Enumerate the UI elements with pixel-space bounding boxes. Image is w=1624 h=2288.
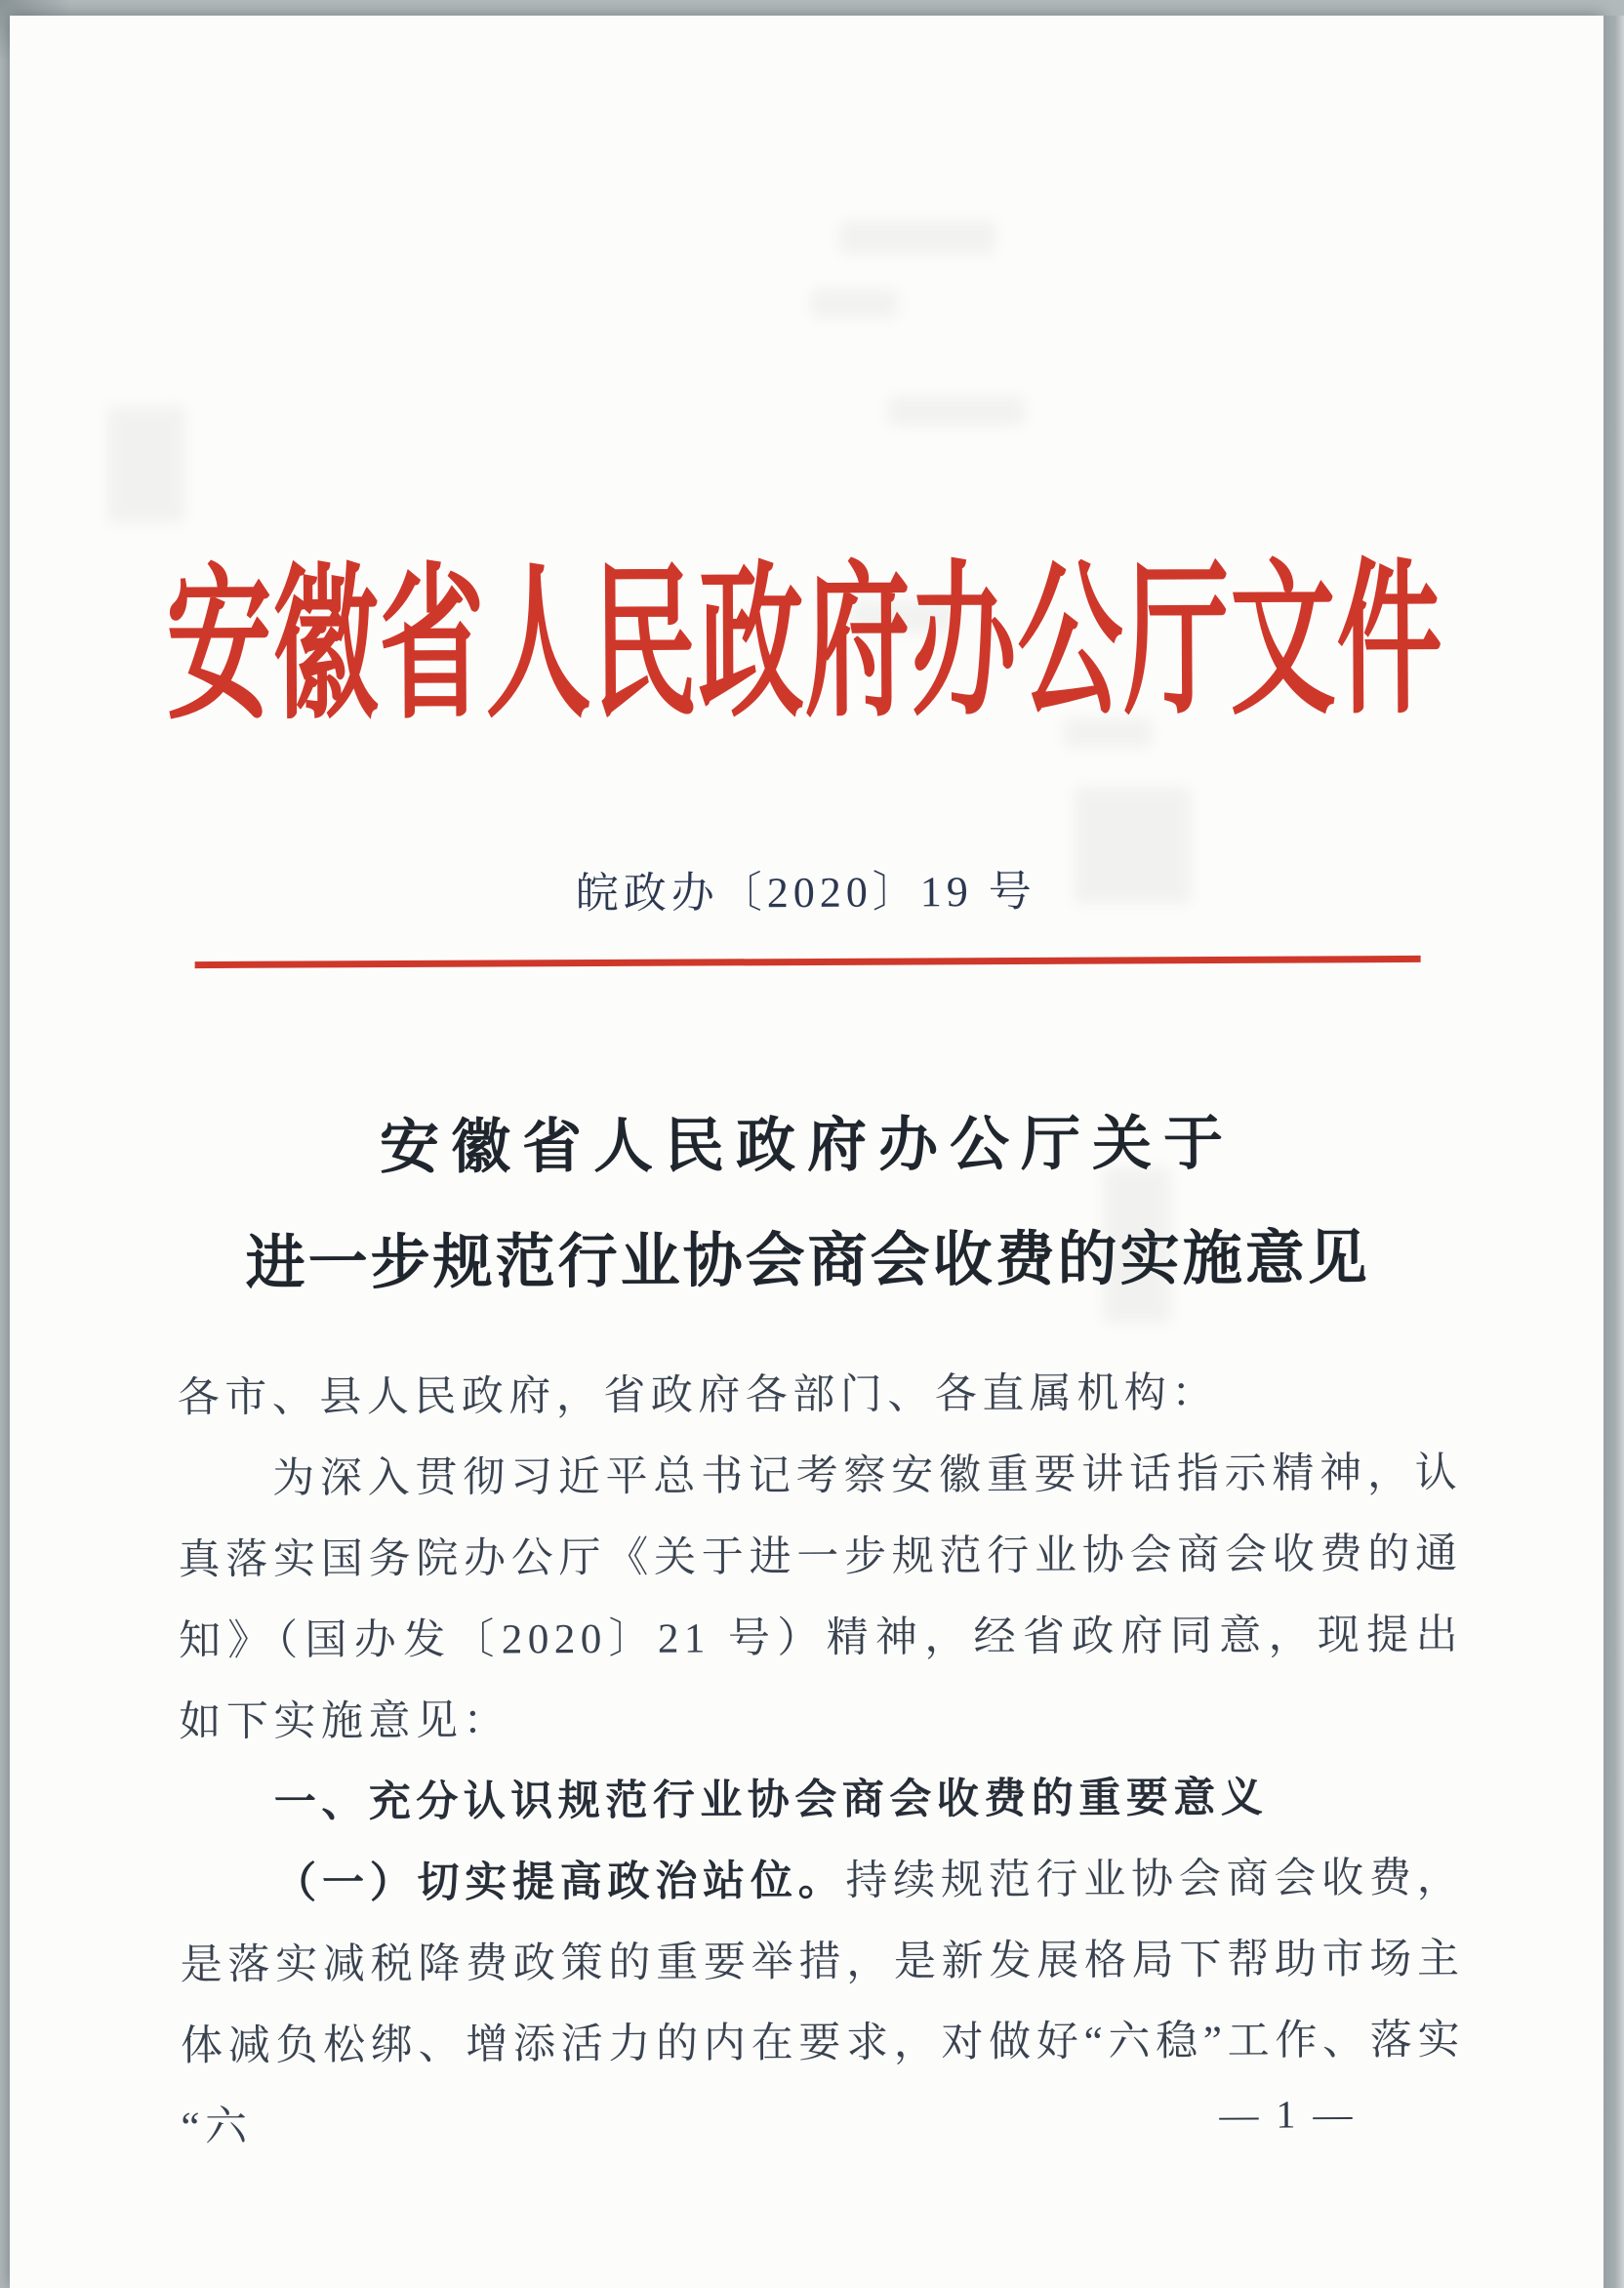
letterhead-title: 安徽省人民政府办公厅文件	[166, 551, 1443, 741]
letterhead	[7, 527, 1602, 765]
body-text-bold-segment: 一、充分认识规范行业协会商会收费的重要意义	[273, 1774, 1269, 1826]
page-number: — 1 —	[1219, 2092, 1357, 2137]
document-number: 皖政办〔2020〕19 号	[575, 867, 1036, 919]
letterhead-divider-rule	[195, 956, 1421, 968]
body-text-segment: 各市、县人民政府，省政府各部门、各直属机构：	[177, 1369, 1219, 1422]
body-text-segment: 持续规范行业协会商会收费，是落实减税降费政策的重要举措，是新发展格局下帮助市场主体减负松绑、增添活力的内在要求，对做好“六稳”工作、落实“六	[180, 1855, 1466, 2151]
document-body	[178, 1352, 1466, 2168]
body-paragraph	[180, 1757, 1464, 1844]
body-paragraph	[178, 1433, 1464, 1763]
document-title	[10, 1085, 1604, 1324]
body-paragraph	[178, 1352, 1462, 1439]
page-content	[5, 12, 1609, 2288]
document-page	[10, 16, 1604, 2288]
document-title-line2: 进一步规范行业协会商会收费的实施意见	[245, 1226, 1370, 1297]
document-title-line1: 安徽省人民政府办公厅关于	[379, 1111, 1236, 1182]
body-text-bold-segment: （一）切实提高政治站位。	[274, 1857, 846, 1907]
body-text-segment: 为深入贯彻习近平总书记考察安徽重要讲话指示精神，认真落实国务院办公厅《关于进一步规范行业协会商会收费的通知》（国办发〔2020〕21 号）精神，经省政府同意，现提出如下实施意见：	[178, 1450, 1464, 1746]
